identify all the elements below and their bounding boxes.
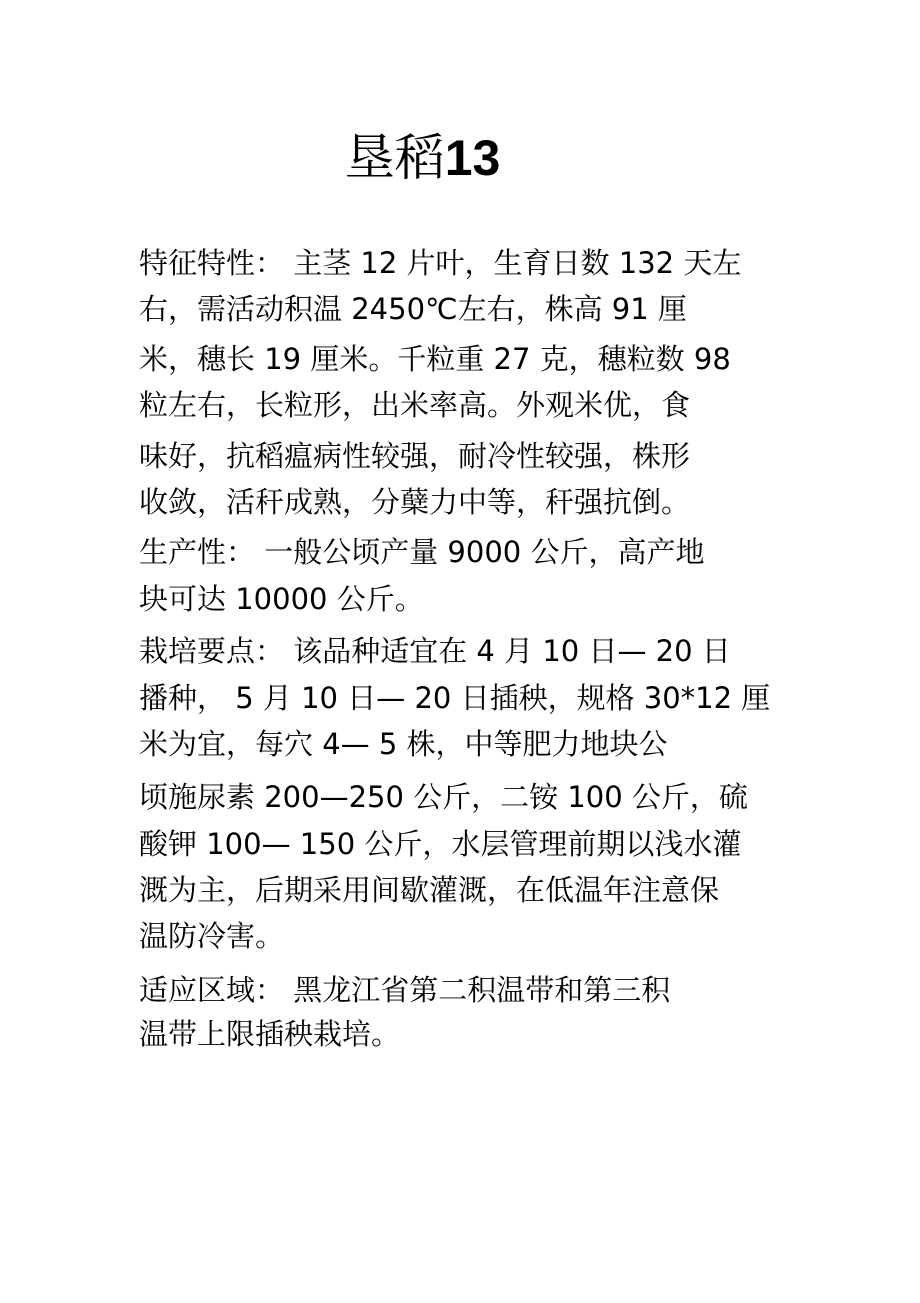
body-line: 栽培要点： 该品种适宜在 4 月 10 日— 20 日 bbox=[139, 634, 731, 668]
title-chinese: 垦稻 bbox=[344, 129, 445, 187]
body-line: 右，需活动积温 2450℃左右，株高 91 厘 bbox=[139, 292, 687, 326]
body-line: 顷施尿素 200—250 公斤，二铵 100 公斤，硫 bbox=[139, 780, 748, 814]
body-line: 生产性： 一般公顷产量 9000 公斤，高产地 bbox=[139, 535, 705, 569]
body-line: 粒左右，长粒形，出米率高。外观米优，食 bbox=[139, 388, 691, 422]
body-line: 特征特性： 主茎 12 片叶，生育日数 132 天左 bbox=[139, 246, 742, 280]
body-line: 米为宜，每穴 4— 5 株，中等肥力地块公 bbox=[139, 727, 668, 761]
body-line: 播种， 5 月 10 日— 20 日插秧，规格 30*12 厘 bbox=[139, 681, 771, 715]
body-line: 酸钾 100— 150 公斤，水层管理前期以浅水灌 bbox=[139, 827, 742, 861]
body-line: 适应区域： 黑龙江省第二积温带和第三积 bbox=[139, 973, 671, 1007]
body-line: 米，穗长 19 厘米。千粒重 27 克，穗粒数 98 bbox=[139, 342, 731, 376]
document-title bbox=[0, 127, 845, 189]
title-number: 13 bbox=[444, 130, 501, 186]
body-line: 收敛，活秆成熟，分蘖力中等，秆强抗倒。 bbox=[139, 485, 691, 519]
body-line: 味好，抗稻瘟病性较强，耐冷性较强，株形 bbox=[139, 439, 691, 473]
body-line: 温防冷害。 bbox=[139, 919, 285, 953]
body-line: 溉为主，后期采用间歇灌溉，在低温年注意保 bbox=[139, 873, 720, 907]
body-line: 温带上限插秧栽培。 bbox=[139, 1017, 401, 1051]
body-line: 块可达 10000 公斤。 bbox=[139, 582, 424, 616]
